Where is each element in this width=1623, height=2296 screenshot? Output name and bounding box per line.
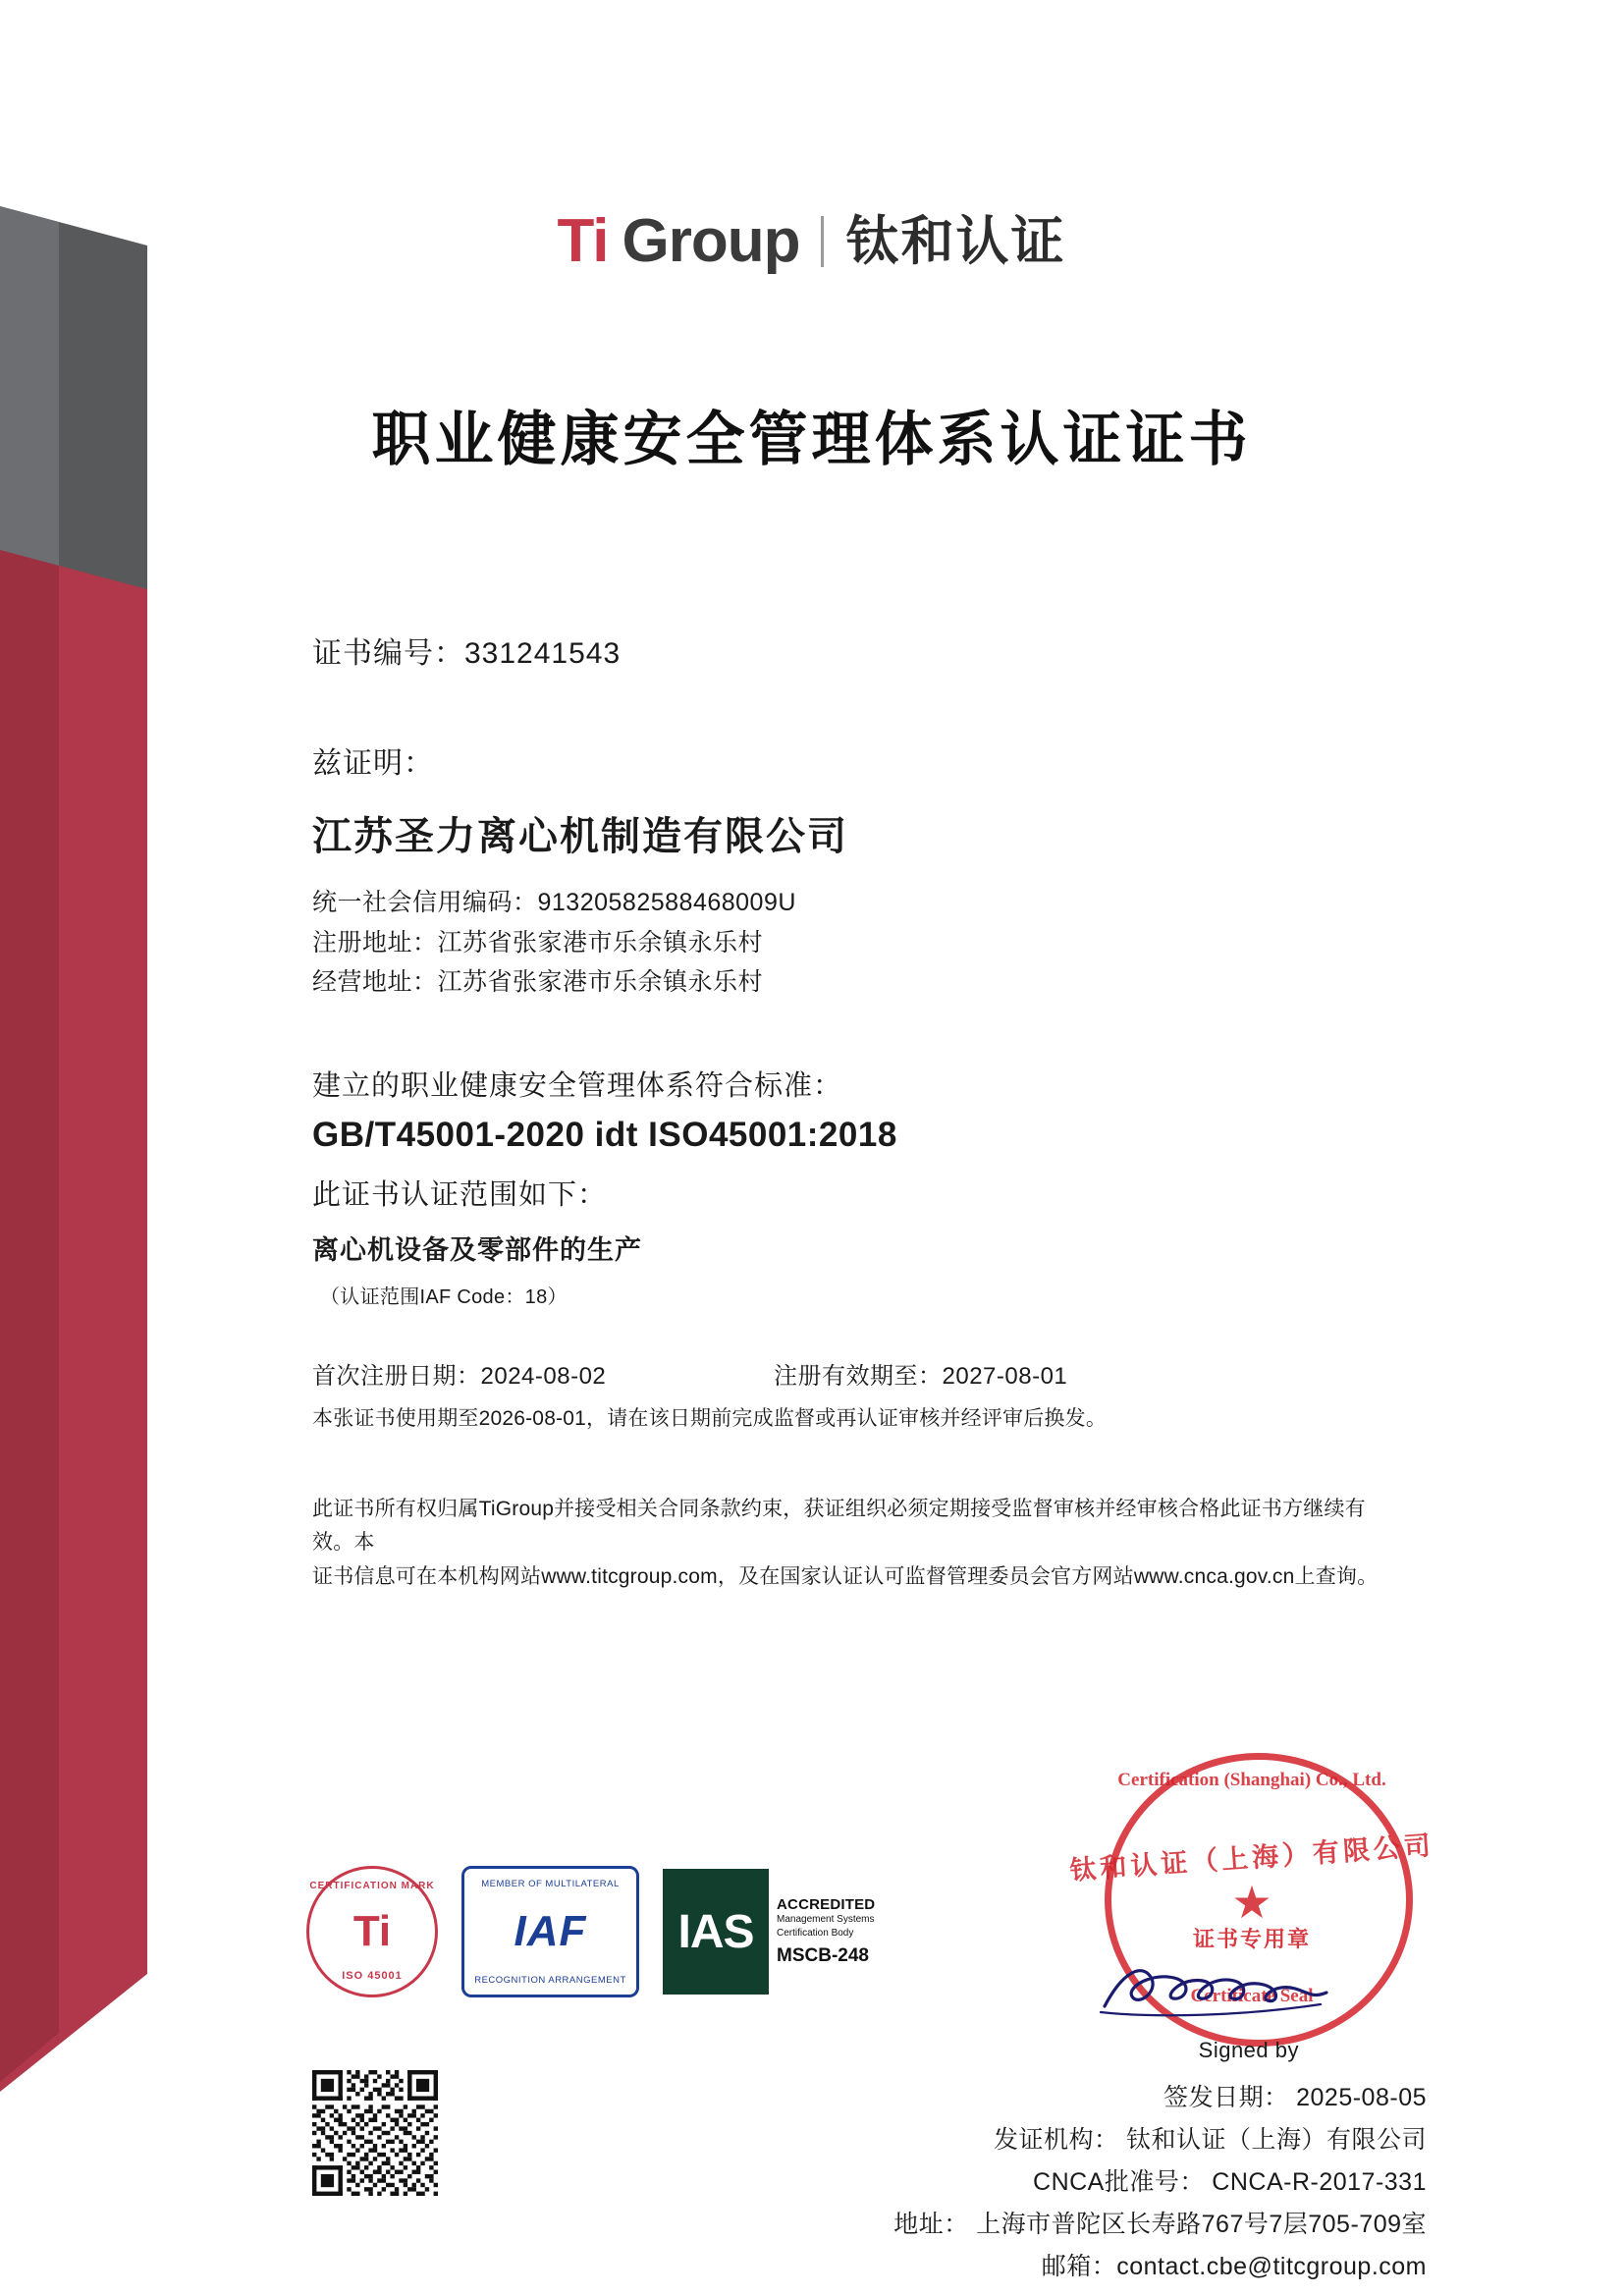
signed-by-label: Signed by <box>1198 2038 1299 2062</box>
ias-line-2: Certification Body <box>777 1927 854 1939</box>
certificate-body <box>312 629 1412 1594</box>
iaf-mark-bottom-text: RECOGNITION ARRANGEMENT <box>474 1975 626 1986</box>
legal-line-2: 证书信息可在本机构网站www.titcgroup.com，及在国家认证认可监督管理委员会官方网站www.cnca.gov.cn上查询。 <box>312 1564 1379 1588</box>
business-address: 经营地址：江苏省张家港市乐余镇永乐村 <box>312 968 764 996</box>
company-name: 江苏圣力离心机制造有限公司 <box>312 815 848 858</box>
seal-english-bottom-text: Certificate Seal <box>1190 1986 1314 2006</box>
ias-line-1: Management Systems <box>777 1914 875 1925</box>
certificate-number: 证书编号：331241543 <box>312 637 622 670</box>
seal-star-icon: ★ <box>1231 1877 1272 1928</box>
standard-code: GB/T45001-2020 idt ISO45001:2018 <box>312 1115 897 1154</box>
ti-mark-bottom-text: ISO 45001 <box>342 1970 403 1982</box>
logo-divider <box>821 216 824 267</box>
seal-box-text: 证书专用章 <box>1192 1927 1312 1951</box>
dates-row <box>312 1356 1412 1391</box>
seal-english-top-text: Certification (Shanghai) Co., Ltd. <box>1117 1770 1386 1790</box>
certificate-footer <box>720 2038 1427 2288</box>
scope-intro: 此证书认证范围如下： <box>312 1178 608 1211</box>
ias-mark-details <box>769 1869 902 1995</box>
first-registration-date: 首次注册日期：2024-08-02 <box>312 1362 607 1390</box>
ti-certification-mark-icon <box>306 1866 438 1997</box>
valid-until-date: 注册有效期至：2027-08-01 <box>774 1362 1068 1390</box>
logo-chinese-text: 钛和认证 <box>845 212 1066 271</box>
ias-accredited-text: ACCREDITED <box>777 1896 876 1913</box>
brand-logo <box>0 207 1623 275</box>
accreditation-marks <box>306 1866 902 1997</box>
scope-text: 离心机设备及零部件的生产 <box>312 1234 642 1265</box>
credit-code: 统一社会信用编码：91320582588468009U <box>312 889 796 916</box>
seal-chinese-text: 钛和认证（上海）有限公司 <box>1068 1831 1435 1886</box>
issuer-address: 地址： 上海市普陀区长寿路767号7层705-709室 <box>893 2211 1427 2238</box>
cnca-approval-number: CNCA批准号： CNCA-R-2017-331 <box>1033 2168 1427 2196</box>
hereby-label: 兹证明： <box>312 747 434 780</box>
ias-code-text: MSCB-248 <box>777 1945 869 1966</box>
usage-note: 本张证书使用期至2026-08-01，请在该日期前完成监督或再认证审核并经评审后换发。 <box>312 1406 1108 1430</box>
issue-date: 签发日期： 2025-08-05 <box>1163 2084 1427 2111</box>
ias-mark-logo-text: IAS <box>663 1869 769 1995</box>
issuing-body: 发证机构： 钛和认证（上海）有限公司 <box>994 2126 1427 2154</box>
ias-mark-icon <box>663 1869 902 1995</box>
legal-notice <box>312 1493 1402 1595</box>
logo-ti-text: Ti <box>557 207 609 275</box>
logo-group-text: Group <box>622 207 800 275</box>
standard-intro: 建立的职业健康安全管理体系符合标准： <box>312 1069 843 1102</box>
iaf-code-note: （认证范围IAF Code：18） <box>320 1285 568 1308</box>
iaf-mark-icon <box>461 1866 639 1997</box>
legal-line-1: 此证书所有权归属TiGroup并接受相关合同条款约束，获证组织必须定期接受监督审核并经审核合格此证书方继续有效。本 <box>312 1497 1366 1555</box>
page-title: 职业健康安全管理体系认证证书 <box>371 407 1252 472</box>
ti-mark-center-text: Ti <box>352 1907 392 1955</box>
qr-code-icon <box>312 2070 438 2196</box>
ti-mark-top-text: CERTIFICATION MARK <box>309 1881 435 1891</box>
red-ribbon-inner-decoration <box>0 550 59 2082</box>
iaf-mark-top-text: MEMBER OF MULTILATERAL <box>481 1879 620 1889</box>
iaf-mark-center-text: IAF <box>514 1907 587 1955</box>
signature-mark <box>1095 1949 1350 2028</box>
issuer-email: 邮箱：contact.cbe@titcgroup.com <box>1041 2253 1427 2280</box>
registered-address: 注册地址：江苏省张家港市乐余镇永乐村 <box>312 928 764 957</box>
